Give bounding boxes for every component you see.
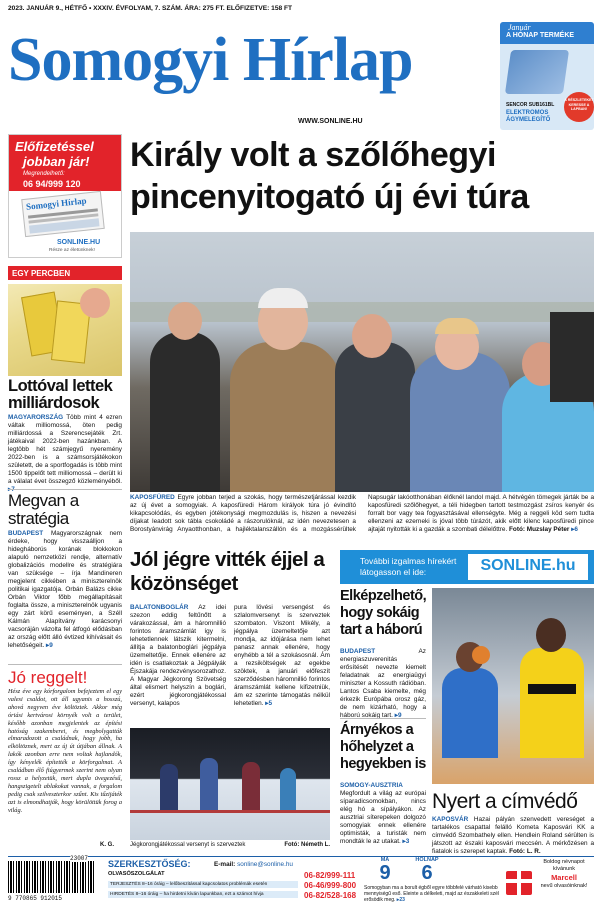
lotto-page-ref[interactable]: ▸7 xyxy=(8,486,15,493)
main-caption-text: Egyre jobban terjed a szokás, hogy természetjárással kezdik az új évet a somogyiak. A kaposfüredi Három királyok túra jó évindító kikapcsolódás, és egyben jótékonysági megmozdulás is, hiszen a nevezési díjakat leadott sok tábla csokoládé a rászorulóknál, az idén nevezetesen a Borostyánvirág Anyaotthonban, a hajléktalanszállón és a mozgássérültek Napsugár lakóotthonában élőknél landol majd. A hétvégén tömegek járták be a kaposfüredi szőlőhegyet, a téli hidegben tartott testmozgást zsíros kenyér és forralt bor vagy tea fogyasztásával ellenségyte. Még a reggeli köd sem tudta ellenzeni az ezerneki is jóval több túrázót, akik előtt kilenc kaposfüredi pince ajtaját nyitották ki a gazdák a szombati délelőttre. xyxy=(130,494,594,533)
promo-label: A HÓNAP TERMÉKE xyxy=(506,32,575,39)
ice-text-2: pura lövési versengést és szlalomversenyt is szerveztek szombaton. Viszont Mikély, a jégpálya üzemeltetője azt mondja, az idójárása nem lehet panasz annak ellenére, hogy enyhébb a tél a szokásosnál. Ám a rezsiköltségek az egekbe szöktek, a januári előfeszít szerződésben háromnillió forintos áramszámlát kellene kifizetniük, ám ez szerinte támogatás nélkül lehetetlen. xyxy=(234,604,330,707)
ice-text-1: Az idei szezon eddig feltűnőtt a várakozással, ám a háromnillió forintos áramszámlát így is lehetetlennek látszik kitermelni, állítja a balatonboglári jégpálya üzemeltetője. Ennek ellenére az idén is csatlakoztak a Jégpályák Éjszakája rendezvénysorozathoz. A Magyar Jégkorong Szövetség által elismert helyszín a boglári, ezért jégkorongjátékossal versenyt, kalapos xyxy=(130,604,226,707)
arnyekos-page-ref[interactable]: ▸3 xyxy=(402,838,410,845)
subscribe-site[interactable]: SONLINE.HU xyxy=(57,239,101,246)
weather-today-temp: 9 xyxy=(379,862,391,884)
sport-text: Hazai pályán szenvedett vereséget a tartalékos csapattal felálló Kometa Kaposvári KK a címvédő Szombathely ellen. Hendlein Roland sérülten is játszott az északi kaposvári meccsén. A mérkőzésen a fiatalok is szerepet kaptak. xyxy=(432,816,594,855)
strategy-tag: BUDAPEST xyxy=(8,530,44,537)
ice-photo xyxy=(130,728,330,840)
main-caption xyxy=(130,494,594,534)
phone-2[interactable]: 06-46/999-800 xyxy=(304,881,357,890)
lotto-photo xyxy=(8,284,122,376)
weather-text xyxy=(364,885,504,903)
weather-today-label: MA xyxy=(380,857,390,863)
column-body: Hész éve egy kórforgalom befejeztem el egy valesi csaldot, ott áll ugyanis a hosszú, ahová negyven éve költöztek. Akkor még óriási kertvárosi környék volt a terület, később azonban megjelentek az építési hatóság szakemberei, és megbolygatták elmaradozott a családnak, hogy jobb, ha elköltöznek, mert az új út útjában állnak. A lakók azonban erre nem voltak hajlandók, így kényelék építették a körforgalmat. A családban élő fiúgyermek szerint nem olyan rossz a helyzetük, mert dupla üvegezésű, hangszigetelt ablakokat vannak, a forgalom pedig csak szilveszterkor szűnt. Kis tűzijáték azt is elmondhatják, hogy körülöttük forog a világ. xyxy=(8,688,122,814)
weather-tomorrow-temp: 6 xyxy=(421,862,433,884)
subscribe-ad[interactable] xyxy=(8,134,122,258)
subscribe-phone[interactable]: 06 94/999 120 xyxy=(23,179,81,189)
egy-percben-label: EGY PERCBEN xyxy=(8,266,122,280)
sport-tag: KAPOSVÁR xyxy=(432,816,469,823)
strategy-headline: Megvan a stratégia xyxy=(8,491,79,528)
ice-caption-text: Jégkorongjátékossal versenyt is szerveztek xyxy=(130,842,246,848)
subscription-line: TERJESZTÉS 8–16 óráig – lelőbeszitással kapcsolatos problémák esetén xyxy=(108,881,298,888)
ice-headline: Jól jégre vitték éjjel a közönséget xyxy=(130,548,325,595)
weather-desc: Somogyban ma a borult égből egyre többfelé várható kisebb mennyiségű eső. Eleinte a délkeleti, majd az északkeleti szél erősödik meg. xyxy=(364,885,500,903)
lotto-body xyxy=(8,414,122,494)
blanket-image xyxy=(505,50,569,94)
weather-tomorrow-label: HOLNAP xyxy=(415,857,439,863)
arnyekos-text: Megfordult a világ az európai síparadicsomokban, nincs elég hó a sípályákon. Az ausztriai síterepeken dolgozó somogyiak ennek ellenére optimisták, a turisták nem mondták le az utakat. xyxy=(340,790,426,845)
sonline-promo-line2: látogasson el ide: xyxy=(360,567,427,577)
website-url[interactable]: WWW.SONLINE.HU xyxy=(298,118,363,125)
promo-product-name: SENCOR SUB161BL xyxy=(506,102,555,108)
elkepzelheto-text: Az energiaszuverenitás erősítését nevezte kiemelt feladatnak az energiaügyi miniszter a Kossuth rádióban. Lantos Csaba kiemelte, még érkezik Európába orosz gáz, de nem kizárható, hogy a háború sokáig tart. xyxy=(340,648,426,719)
main-headline: Király volt a szőlőhegyi pincenyitogató új évi túra xyxy=(130,136,529,216)
ice-body-col2 xyxy=(234,604,330,708)
nameday-box xyxy=(534,859,594,890)
reader-service: OLVASÓSZOLGÁLAT xyxy=(108,871,165,877)
nameday-name: Marcell xyxy=(551,873,577,882)
promo-product-desc: ELEKTROMOS ÁGYMELEGÍTŐ xyxy=(506,110,551,123)
sonline-promo-line1: További izgalmas hírekért xyxy=(360,556,457,566)
strategy-body xyxy=(8,530,122,650)
main-caption-tag: KAPOSFÜRED xyxy=(130,494,175,501)
elkepzelheto-body xyxy=(340,648,426,720)
sonline-promo[interactable] xyxy=(340,550,594,584)
promo-badge: A RÉSZLETEKET KERESSE A LAPBAN! xyxy=(564,92,594,122)
editorial-label: SZERKESZTŐSÉG: xyxy=(108,859,191,869)
column-headline: Jó reggelt! xyxy=(8,668,88,687)
masthead-title: Somogyi Hírlap xyxy=(8,26,413,94)
ad-line: HIRDETÉS 8–16 óráig – ha hirdetni kíván lapunkban, ezt a számot hívja xyxy=(108,891,298,898)
subscribe-phone-label: Megrendelhető: xyxy=(23,171,65,177)
mini-newspaper xyxy=(21,191,105,237)
sonline-brand[interactable]: SONLINE.hu xyxy=(468,554,588,580)
subscribe-headline-1: Előfizetéssel xyxy=(15,139,94,154)
arnyekos-tag: SOMOGY-AUSZTRIA xyxy=(340,782,403,789)
gift-icon xyxy=(506,871,532,895)
masthead xyxy=(8,5,498,130)
lotto-tag: MAGYARORSZÁG xyxy=(8,414,64,421)
ice-page-ref[interactable]: ▸5 xyxy=(265,700,273,707)
barcode xyxy=(8,861,96,893)
barcode-number: 9 770865 912015 xyxy=(8,895,63,902)
editorial-email[interactable] xyxy=(214,861,293,868)
mini-newspaper-title: Somogyi Hírlap xyxy=(25,195,88,212)
lotto-headline: Lottóval lettek milliárdosok xyxy=(8,377,113,412)
main-photo-credit: Fotó: Muzslay Péter xyxy=(509,526,570,533)
sport-body xyxy=(432,816,594,856)
ice-photo-credit: Fotó: Németh L. xyxy=(284,842,330,848)
sport-credit: Fotó: L. R. xyxy=(509,848,541,855)
ice-body-col1 xyxy=(130,604,226,708)
nameday-tail: nevű olvasóinknak! xyxy=(540,883,588,889)
arnyekos-headline: Árnyékos a hőhelyzet a hegyekben is xyxy=(340,722,426,772)
weather-today xyxy=(370,857,400,883)
sport-headline: Nyert a címvédő xyxy=(432,790,578,813)
lotto-text: Több mint 4 ezren váltak milliomossá, öten pedig milliárdossá a Szerencsejáték Zrt. játékaival 2022-ben hazánkban. A legtöbb hét számjegyű nyeremény 2022-ben is a számsorsjátékokon született, de a sportfogadás is több mint 1500 tippelőt tett milliomossá – derült ki a válalat évet összegző közleményéből. xyxy=(8,414,122,485)
elkepzelheto-page-ref[interactable]: ▸9 xyxy=(394,712,402,719)
column-author: K. G. xyxy=(100,842,115,848)
issue-code: 23007 xyxy=(70,855,89,862)
nameday-label: Boldog névnapot kívánunk xyxy=(543,859,585,872)
subscribe-headline-2: jobban jár! xyxy=(23,154,90,169)
elkepzelheto-tag: BUDAPEST xyxy=(340,648,376,655)
strategy-page-ref[interactable]: ▸9 xyxy=(46,642,53,649)
strategy-text: Magyarországnak nem érdeke, hogy visszaálljon a hidegháborús korának blokkokon alapuló nemzetközi rendje, alternatív globalizációs modellre és stratégiára van szüksége – írja Mandineren megjelent cikkében a miniszterelnök politikai igazgatója. Orbán Balázs cikke Orbán Viktor főbb megállapításait foglalta össze, a miniszterelnök ugyanis egy zárt körű eseményen, a Széll Kálmán Alapítvány karácsonyi vacsoráján vázolta fel átfogó elődásban az ország előtt álló évtized kihívásait és lehetőségeit. xyxy=(8,530,122,649)
ice-photo-caption xyxy=(130,842,330,848)
basketball-photo xyxy=(432,588,594,784)
weather-page-ref[interactable]: ▸23 xyxy=(396,897,405,903)
email-label: E-mail: xyxy=(214,861,236,868)
main-page-ref[interactable]: ▸6 xyxy=(571,526,578,533)
product-promo[interactable] xyxy=(500,22,594,130)
elkepzelheto-headline: Elképzelhető, hogy sokáig tart a háború xyxy=(340,588,427,638)
main-photo xyxy=(130,232,594,492)
phone-1[interactable]: 06-82/999-111 xyxy=(304,871,356,880)
email-address[interactable]: sonline@sonline.hu xyxy=(237,861,293,868)
ice-tag: BALATONBOGLÁR xyxy=(130,604,189,611)
footer-bar xyxy=(8,856,594,904)
phone-3[interactable]: 06-82/528-168 xyxy=(304,891,357,900)
issue-line: 2023. JANUÁR 9., HÉTFŐ • XXXIV. ÉVFOLYAM, 7. SZÁM. ÁRA: 275 FT. ELŐFIZETVE: 158 FT xyxy=(8,5,293,12)
promo-month: Január xyxy=(508,23,531,32)
arnyekos-body xyxy=(340,782,426,846)
weather-tomorrow xyxy=(408,857,446,883)
subscribe-tagline: Része az életünknek! xyxy=(49,248,95,253)
